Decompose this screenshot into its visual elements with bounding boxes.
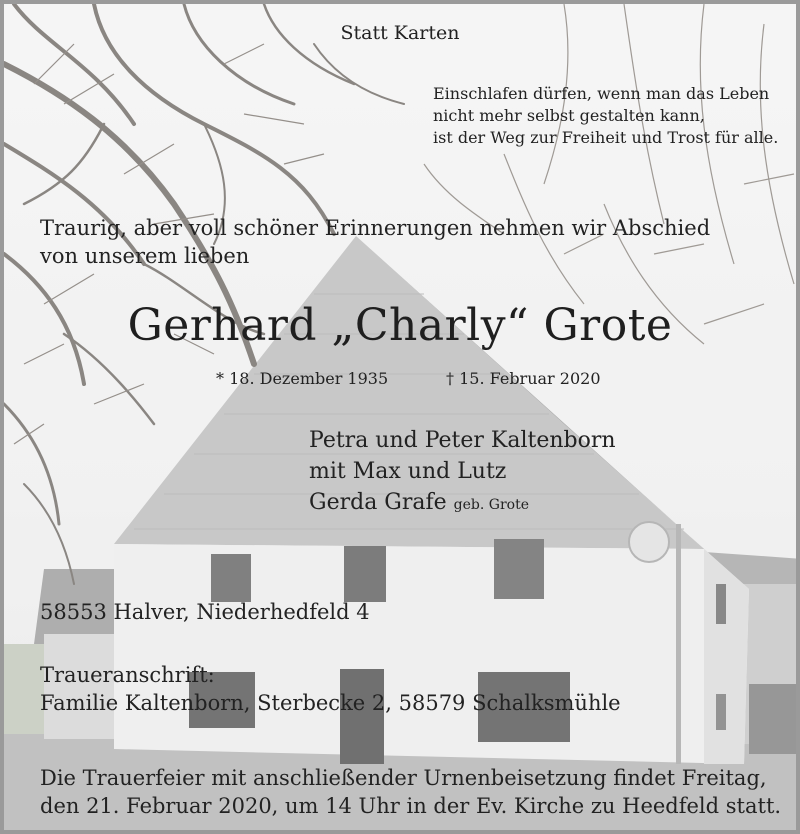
service-line-1: Die Trauerfeier mit anschließender Urnenbeisetzung findet Freitag, <box>40 766 767 790</box>
family-names <box>309 425 616 521</box>
family-line-3-name: Gerda Grafe <box>309 490 447 515</box>
funeral-service-info <box>40 764 781 820</box>
quote-line-3: ist der Weg zur Freiheit und Trost für alle. <box>433 128 779 147</box>
intro-line-1: Traurig, aber voll schöner Erinnerungen nehmen wir Abschied <box>40 216 711 240</box>
family-line-1: Petra und Peter Kaltenborn <box>309 428 616 453</box>
condolence-address <box>40 661 621 717</box>
intro-text <box>40 214 710 270</box>
memorial-quote <box>433 83 778 149</box>
family-line-3-note: geb. Grote <box>453 497 529 513</box>
service-line-2: den 21. Februar 2020, um 14 Uhr in der Ev. Kirche zu Heedfeld statt. <box>40 794 782 818</box>
family-line-3 <box>309 487 616 521</box>
condolence-address-value: Familie Kaltenborn, Sterbecke 2, 58579 Schalksmühle <box>40 691 621 715</box>
quote-line-2: nicht mehr selbst gestalten kann, <box>433 106 705 125</box>
deceased-name: Gerhard „Charly“ Grote <box>127 300 673 351</box>
birth-date: * 18. Dezember 1935 <box>216 369 389 388</box>
quote-line-1: Einschlafen dürfen, wenn man das Leben <box>433 84 770 103</box>
death-date: † 15. Februar 2020 <box>446 369 601 388</box>
condolence-address-label: Traueranschrift: <box>40 663 215 687</box>
family-line-2: mit Max und Lutz <box>309 459 507 484</box>
intro-line-2: von unserem lieben <box>40 244 250 268</box>
notice-heading: Statt Karten <box>340 22 460 44</box>
home-address: 58553 Halver, Niederhedfeld 4 <box>40 600 370 624</box>
